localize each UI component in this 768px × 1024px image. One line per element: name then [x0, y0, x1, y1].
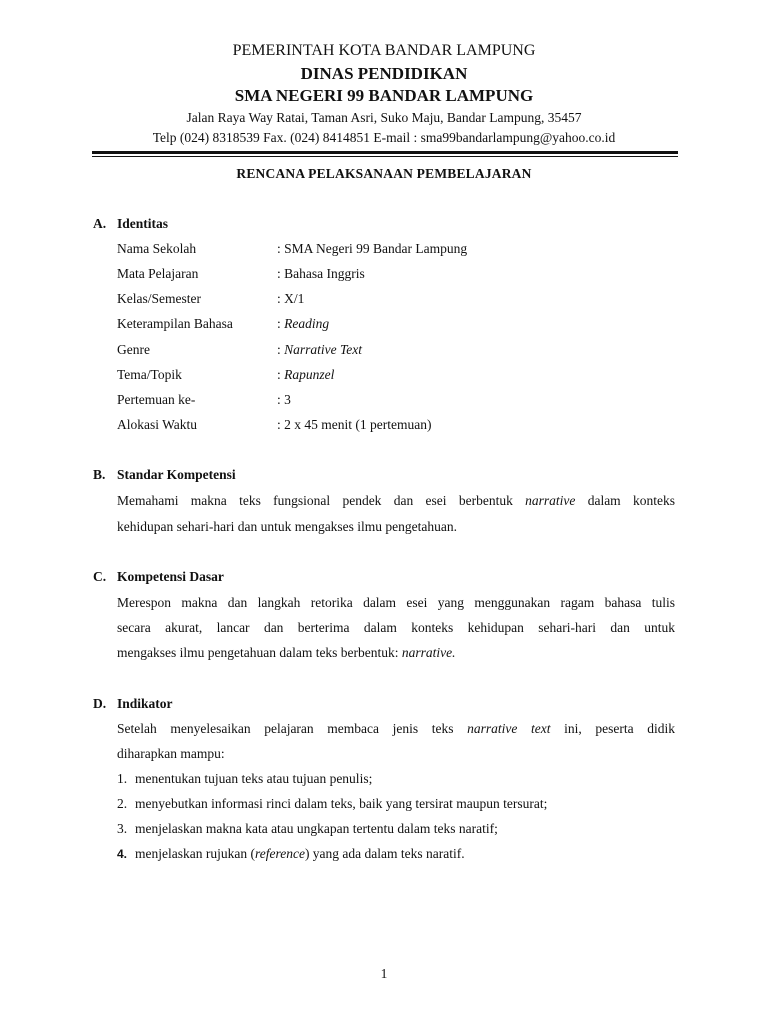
section-a-title: Identitas	[117, 216, 169, 231]
identity-key: Pertemuan ke-	[117, 392, 196, 407]
identity-key: Kelas/Semester	[117, 291, 201, 306]
list-item	[117, 821, 498, 837]
text-run: mengakses ilmu pengetahuan dalam teks berbentuk:	[117, 645, 402, 660]
identity-colon: :	[277, 417, 285, 432]
identity-value	[277, 241, 467, 257]
section-b-heading	[93, 467, 236, 483]
list-item-text: menyebutkan informasi rinci dalam teks, baik yang tersirat maupun tersurat;	[135, 796, 548, 811]
identity-value	[277, 342, 362, 358]
section-c-paragraph-line: Merespon makna dan langkah retorika dalam esei yang menggunakan ragam bahasa tulis	[117, 595, 675, 610]
section-c-letter: C.	[93, 569, 107, 584]
identity-key: Nama Sekolah	[117, 241, 197, 256]
identity-value-text: SMA Negeri 99 Bandar Lampung	[284, 241, 468, 256]
section-b-paragraph-line: kehidupan sehari-hari dan untuk mengakses ilmu pengetahuan.	[117, 519, 458, 534]
header-school: SMA NEGERI 99 BANDAR LAMPUNG	[234, 86, 534, 105]
text-run-italic: narrative text	[467, 721, 551, 736]
identity-colon: :	[277, 266, 285, 281]
identity-colon: :	[277, 367, 285, 382]
identity-value	[277, 417, 431, 433]
text-run: dalam konteks	[575, 493, 675, 508]
section-c-title: Kompetensi Dasar	[117, 569, 224, 584]
identity-colon: :	[277, 342, 285, 357]
section-d-heading	[93, 696, 173, 712]
identity-colon: :	[277, 241, 285, 256]
identity-colon: :	[277, 291, 285, 306]
identity-colon: :	[277, 316, 285, 331]
identity-key: Keterampilan Bahasa	[117, 316, 233, 331]
section-a-letter: A.	[93, 216, 107, 231]
section-d-paragraph-line: diharapkan mampu:	[117, 746, 225, 761]
list-item-text-italic: reference	[254, 846, 305, 861]
identity-value-text: X/1	[284, 291, 305, 306]
list-item-text: menjelaskan rujukan (	[135, 846, 255, 861]
identity-key: Mata Pelajaran	[117, 266, 199, 281]
section-a-heading	[93, 216, 168, 232]
identity-key: Alokasi Waktu	[117, 417, 198, 432]
identity-colon: :	[277, 392, 285, 407]
identity-value	[277, 266, 365, 282]
identity-value-text: Reading	[284, 316, 330, 331]
list-item-text: menjelaskan makna kata atau ungkapan tertentu dalam teks naratif;	[135, 821, 498, 836]
identity-value-text: 3	[284, 392, 291, 407]
identity-value	[277, 291, 304, 307]
text-run: Memahami makna teks fungsional pendek dan esei berbentuk	[117, 493, 526, 508]
section-b-letter: B.	[93, 467, 106, 482]
list-item	[117, 771, 372, 787]
section-b-paragraph-line	[117, 493, 675, 509]
identity-value	[277, 367, 334, 383]
identity-key: Genre	[117, 342, 150, 357]
identity-value	[277, 316, 329, 332]
page-number: 1	[380, 966, 388, 981]
list-item-number: 1.	[117, 771, 128, 786]
header-address: Jalan Raya Way Ratai, Taman Asri, Suko Maju, Bandar Lampung, 35457	[186, 110, 582, 125]
identity-value-text: Narrative Text	[284, 342, 363, 357]
list-item-number: 4.	[117, 847, 128, 861]
section-c-heading	[93, 569, 224, 585]
list-item	[117, 846, 465, 862]
identity-value	[277, 392, 291, 408]
section-d-paragraph-line	[117, 721, 675, 737]
header-rule-thick	[92, 151, 678, 154]
header-department: DINAS PENDIDIKAN	[300, 64, 468, 83]
list-item-number: 2.	[117, 796, 128, 811]
identity-key: Tema/Topik	[117, 367, 182, 382]
section-c-paragraph-line: secara akurat, lancar dan berterima dalam konteks kehidupan sehari-hari dan untuk	[117, 620, 675, 635]
section-c-paragraph-line	[117, 645, 675, 661]
text-run-italic: narrative	[525, 493, 576, 508]
text-run: ini, peserta didik	[550, 721, 675, 736]
document-title: RENCANA PELAKSANAAN PEMBELAJARAN	[236, 166, 532, 181]
section-d-title: Indikator	[117, 696, 173, 711]
list-item	[117, 796, 547, 812]
identity-value-text: Rapunzel	[284, 367, 335, 382]
header-contact: Telp (024) 8318539 Fax. (024) 8414851 E-mail : sma99bandarlampung@yahoo.co.id	[152, 130, 616, 145]
header-government: PEMERINTAH KOTA BANDAR LAMPUNG	[232, 42, 536, 59]
list-item-number: 3.	[117, 821, 128, 836]
list-item-text: menentukan tujuan teks atau tujuan penulis;	[135, 771, 373, 786]
text-run-italic: narrative.	[401, 645, 456, 660]
text-run: Setelah menyelesaikan pelajaran membaca jenis teks	[117, 721, 468, 736]
identity-value-text: 2 x 45 menit (1 pertemuan)	[284, 417, 432, 432]
section-d-letter: D.	[93, 696, 107, 711]
section-b-title: Standar Kompetensi	[117, 467, 236, 482]
header-rule-thin	[92, 156, 678, 157]
list-item-text: ) yang ada dalam teks naratif.	[304, 846, 465, 861]
identity-value-text: Bahasa Inggris	[284, 266, 365, 281]
